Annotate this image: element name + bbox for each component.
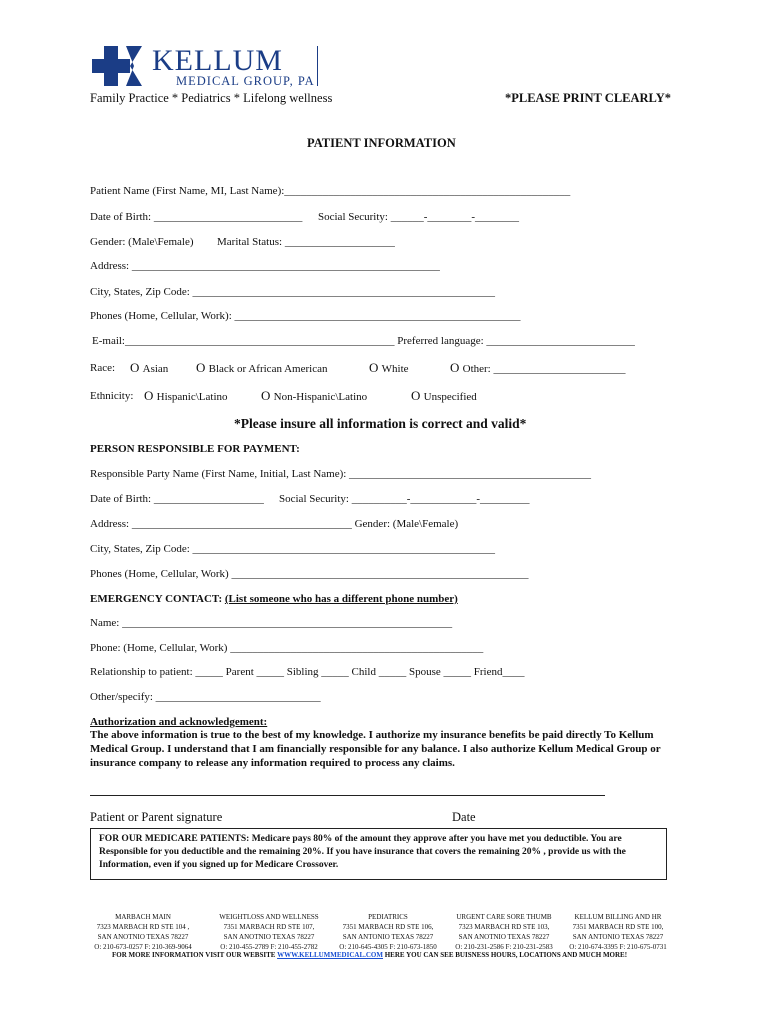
- radio-circle-icon: O: [144, 388, 157, 403]
- patient-city-field[interactable]: City, States, Zip Code: _______________________________________________________: [90, 286, 496, 298]
- patient-address-field[interactable]: Address: ________________________________________________________: [90, 260, 440, 272]
- patient-phones-field[interactable]: Phones (Home, Cellular, Work): ____________________________________________________: [90, 310, 521, 322]
- responsible-phones-field[interactable]: Phones (Home, Cellular, Work) ______________________________________________________: [90, 568, 529, 580]
- responsible-address-field[interactable]: Address: ________________________________________ Gender: (Male\Female): [90, 518, 459, 530]
- logo-name: KELLUM: [152, 44, 283, 77]
- emergency-name-field[interactable]: Name: ____________________________________________________________: [90, 617, 453, 629]
- tagline: Family Practice * Pediatrics * Lifelong wellness: [90, 91, 333, 105]
- responsible-heading: PERSON RESPONSIBLE FOR PAYMENT:: [90, 443, 300, 455]
- radio-circle-icon: O: [450, 360, 463, 375]
- website-link[interactable]: WWW.KELLUMMEDICAL.COM: [277, 951, 383, 959]
- emergency-heading-note: (List someone who has a different phone number): [224, 593, 458, 605]
- page-title: PATIENT INFORMATION: [307, 136, 456, 150]
- authorization-text-3: insurance company to release any information required to process any claims.: [90, 757, 455, 769]
- emergency-heading: EMERGENCY CONTACT: (List someone who has a different phone number): [90, 593, 458, 605]
- race-option-asian[interactable]: O Asian: [130, 360, 169, 375]
- race-option-white[interactable]: O White: [369, 360, 409, 375]
- responsible-dob-field[interactable]: Date of Birth: ____________________: [90, 493, 264, 505]
- logo: [90, 44, 320, 90]
- signature-label: Patient or Parent signature: [90, 810, 223, 824]
- medical-cross-logo-icon: [90, 44, 150, 88]
- patient-name-field[interactable]: Patient Name (First Name, MI, Last Name):____________________________________________________: [90, 185, 571, 197]
- date-label: Date: [452, 810, 476, 824]
- race-option-black[interactable]: O Black or African American: [196, 360, 328, 375]
- radio-circle-icon: O: [196, 360, 209, 375]
- location-weightloss: WEIGHTLOSS AND WELLNESS 7351 MARBACH RD STE 107, SAN ANOTNIO TEXAS 78227 O: 210-455-2789 F: 210-455-2782: [219, 913, 319, 951]
- medicare-line-1: FOR OUR MEDICARE PATIENTS: Medicare pays 80% of the amount they approve after you have met you deductible. You are: [99, 834, 622, 844]
- authorization-text-2: Medical Group. I understand that I am financially responsible for any balance. I also authorize Kellum Medical Group or: [90, 743, 661, 755]
- ethnicity-option-non-hispanic[interactable]: O Non-Hispanic\Latino: [261, 388, 368, 403]
- authorization-text-1: The above information is true to the best of my knowledge. I authorize my insurance benefits be paid directly To Kellum: [90, 729, 654, 741]
- radio-circle-icon: O: [369, 360, 382, 375]
- patient-gender-field[interactable]: Gender: (Male\Female): [90, 236, 194, 248]
- medicare-line-3: Information, even if you signed up for Medicare Crossover.: [99, 860, 339, 870]
- ethnicity-option-unspecified[interactable]: O Unspecified: [411, 388, 477, 403]
- valid-notice: *Please insure all information is correct and valid*: [234, 416, 527, 431]
- authorization-heading: Authorization and acknowledgement:: [90, 716, 268, 728]
- signature-line[interactable]: [90, 795, 605, 796]
- print-notice: *PLEASE PRINT CLEARLY*: [505, 91, 672, 105]
- patient-marital-field[interactable]: Marital Status: ____________________: [217, 236, 395, 248]
- emergency-other-field[interactable]: Other/specify: ______________________________: [90, 691, 321, 703]
- emergency-relationship-field[interactable]: Relationship to patient: _____ Parent _____ Sibling _____ Child _____ Spouse _____ Friend____: [90, 666, 525, 678]
- patient-email-field[interactable]: E-mail:_________________________________________________ Preferred language: ___________________________: [92, 335, 635, 347]
- emergency-phone-field[interactable]: Phone: (Home, Cellular, Work) ______________________________________________: [90, 642, 484, 654]
- race-label: Race:: [90, 362, 116, 374]
- patient-dob-field[interactable]: Date of Birth: ___________________________: [90, 211, 303, 223]
- ethnicity-label: Ethnicity:: [90, 390, 134, 402]
- medicare-line-2: Responsible for you deductible and the remaining 20%. If you have insurance that covers the remaining 20% , provide us with the: [99, 847, 626, 857]
- responsible-ssn-field[interactable]: Social Security: __________-____________-_________: [279, 493, 530, 505]
- responsible-city-field[interactable]: City, States, Zip Code: _______________________________________________________: [90, 543, 496, 555]
- location-urgent-care: URGENT CARE SORE THUMB 7323 MARBACH RD STE 103, SAN ANOTNIO TEXAS 78227 O: 210-231-2586 F: 210-231-2583: [455, 913, 553, 951]
- logo-divider: [317, 46, 318, 86]
- ethnicity-option-hispanic[interactable]: O Hispanic\Latino: [144, 388, 228, 403]
- footer-info: FOR MORE INFORMATION VISIT OUR WEBSITE WWW.KELLUMMEDICAL.COM HERE YOU CAN SEE BUISNESS HOURS, LOCATIONS AND MUCH MORE!: [112, 951, 628, 959]
- radio-circle-icon: O: [411, 388, 424, 403]
- responsible-name-field[interactable]: Responsible Party Name (First Name, Initial, Last Name): ____________________________________________: [90, 468, 592, 480]
- race-option-other[interactable]: O Other: ________________________: [450, 360, 626, 375]
- radio-circle-icon: O: [130, 360, 143, 375]
- location-pediatrics: PEDIATRICS 7351 MARBACH RD STE 106, SAN ANTONIO TEXAS 78227 O: 210-645-4305 F: 210-673-1850: [339, 913, 437, 951]
- radio-circle-icon: O: [261, 388, 274, 403]
- location-marbach-main: MARBACH MAIN 7323 MARBACH RD STE 104 , SAN ANOTNIO TEXAS 78227 O: 210-673-0257 F: 210-369-9064: [94, 913, 192, 951]
- logo-subtitle: MEDICAL GROUP, PA: [176, 74, 315, 88]
- patient-ssn-field[interactable]: Social Security: ______-________-________: [318, 211, 520, 223]
- location-billing-hr: KELLUM BILLING AND HR 7351 MARBACH RD STE 100, SAN ANTONIO TEXAS 78227 O: 210-674-3395 F: 210-675-0731: [569, 913, 667, 951]
